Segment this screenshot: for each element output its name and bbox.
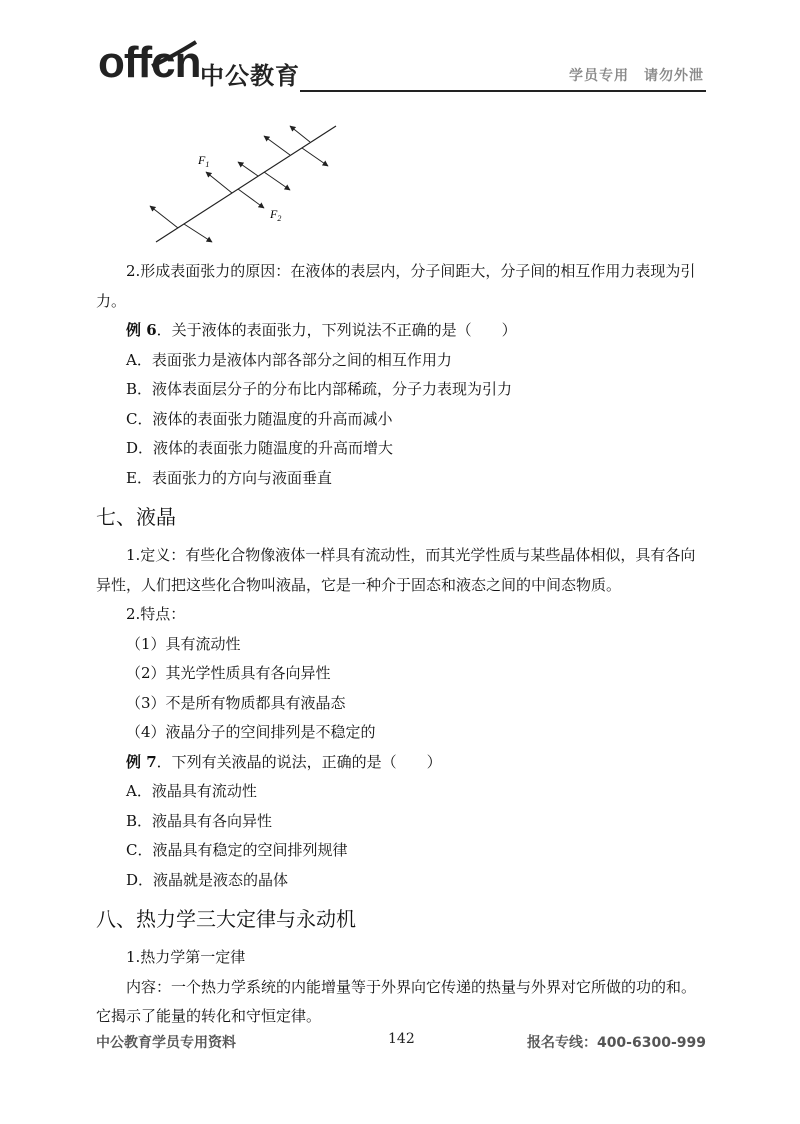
- force-arrow: [238, 162, 258, 176]
- option: C．液晶具有稳定的空间排列规律: [126, 841, 348, 859]
- header-rule: [300, 90, 706, 92]
- example-7-question: ．下列有关液晶的说法，正确的是（ ）: [156, 752, 442, 771]
- option: A．表面张力是液体内部各部分之间的相互作用力: [126, 350, 452, 369]
- option: E．表面张力的方向与液面垂直: [126, 468, 332, 487]
- force-arrow: [264, 136, 290, 155]
- section-heading-thermodynamics: 八、热力学三大定律与永动机: [96, 907, 356, 931]
- option: B．液晶具有各向异性: [126, 811, 273, 830]
- force-arrow: [302, 148, 328, 166]
- option: D．液体的表面张力随温度的升高而增大: [126, 439, 394, 457]
- force-arrow: [184, 224, 212, 242]
- paragraph-first-law: 1.热力学第一定律: [126, 948, 246, 966]
- example-7: [96, 748, 706, 778]
- logo-swoosh-icon: [150, 38, 200, 68]
- feature-item: （2）其光学性质具有各向异性: [126, 664, 331, 682]
- example-7-label: 例 7: [126, 752, 157, 771]
- surface-tension-figure: [140, 120, 350, 250]
- force-arrow: [150, 206, 178, 228]
- force-arrow-f1: [206, 172, 232, 193]
- option: C．液体的表面张力随温度的升高而减小: [126, 409, 393, 428]
- force-arrow: [290, 126, 310, 142]
- feature-item: （3）不是所有物质都具有液晶态: [126, 693, 346, 712]
- option: B．液体表面层分子的分布比内部稀疏，分子力表现为引力: [126, 380, 513, 398]
- force-arrow-f2: [264, 172, 290, 190]
- example-6-label: 例 6: [126, 321, 157, 339]
- footer-material-note: 中公教育学员专用资料: [96, 1035, 236, 1051]
- page-number: 142: [388, 1031, 415, 1047]
- paragraph-first-law-content: 内容：一个热力学系统的内能增量等于外界向它传递的热量与外界对它所做的功的和。它揭示了能量的转化和守恒定律。: [96, 977, 697, 1025]
- liquid-surface-line: [156, 126, 336, 242]
- force-arrow: [238, 189, 264, 208]
- page-body: [96, 257, 706, 1032]
- option: A．液晶具有流动性: [126, 782, 257, 800]
- logo-offcn: offcn: [98, 38, 201, 87]
- logo-cn: 中公教育: [200, 62, 300, 90]
- label-f1: $F_1$: [198, 153, 210, 169]
- paragraph-features: 2.特点：: [126, 605, 186, 623]
- example-6-question: ．关于液体的表面张力，下列说法不正确的是（ ）: [156, 321, 517, 339]
- feature-item: （4）液晶分子的空间排列是不稳定的: [126, 723, 376, 741]
- footer-hotline: 报名专线：400-6300-999: [526, 1035, 706, 1051]
- paragraph-definition: 1.定义：有些化合物像液体一样具有流动性，而其光学性质与某些晶体相似，具有各向异性，人们把这些化合物叫液晶，它是一种介于固态和液态之间的中间态物质。: [96, 546, 696, 594]
- section-heading-liquid-crystal: 七、液晶: [96, 505, 176, 529]
- paragraph-surface-tension-cause: 2.形成表面张力的原因：在液体的表层内，分子间距大，分子间的相互作用力表现为引力。: [96, 262, 696, 310]
- example-6: [96, 316, 706, 346]
- option: D．液晶就是液态的晶体: [126, 870, 289, 889]
- label-f2: $F_2$: [270, 207, 282, 223]
- header-notice: 学员专用 请勿外泄: [569, 68, 704, 84]
- feature-item: （1）具有流动性: [126, 634, 241, 653]
